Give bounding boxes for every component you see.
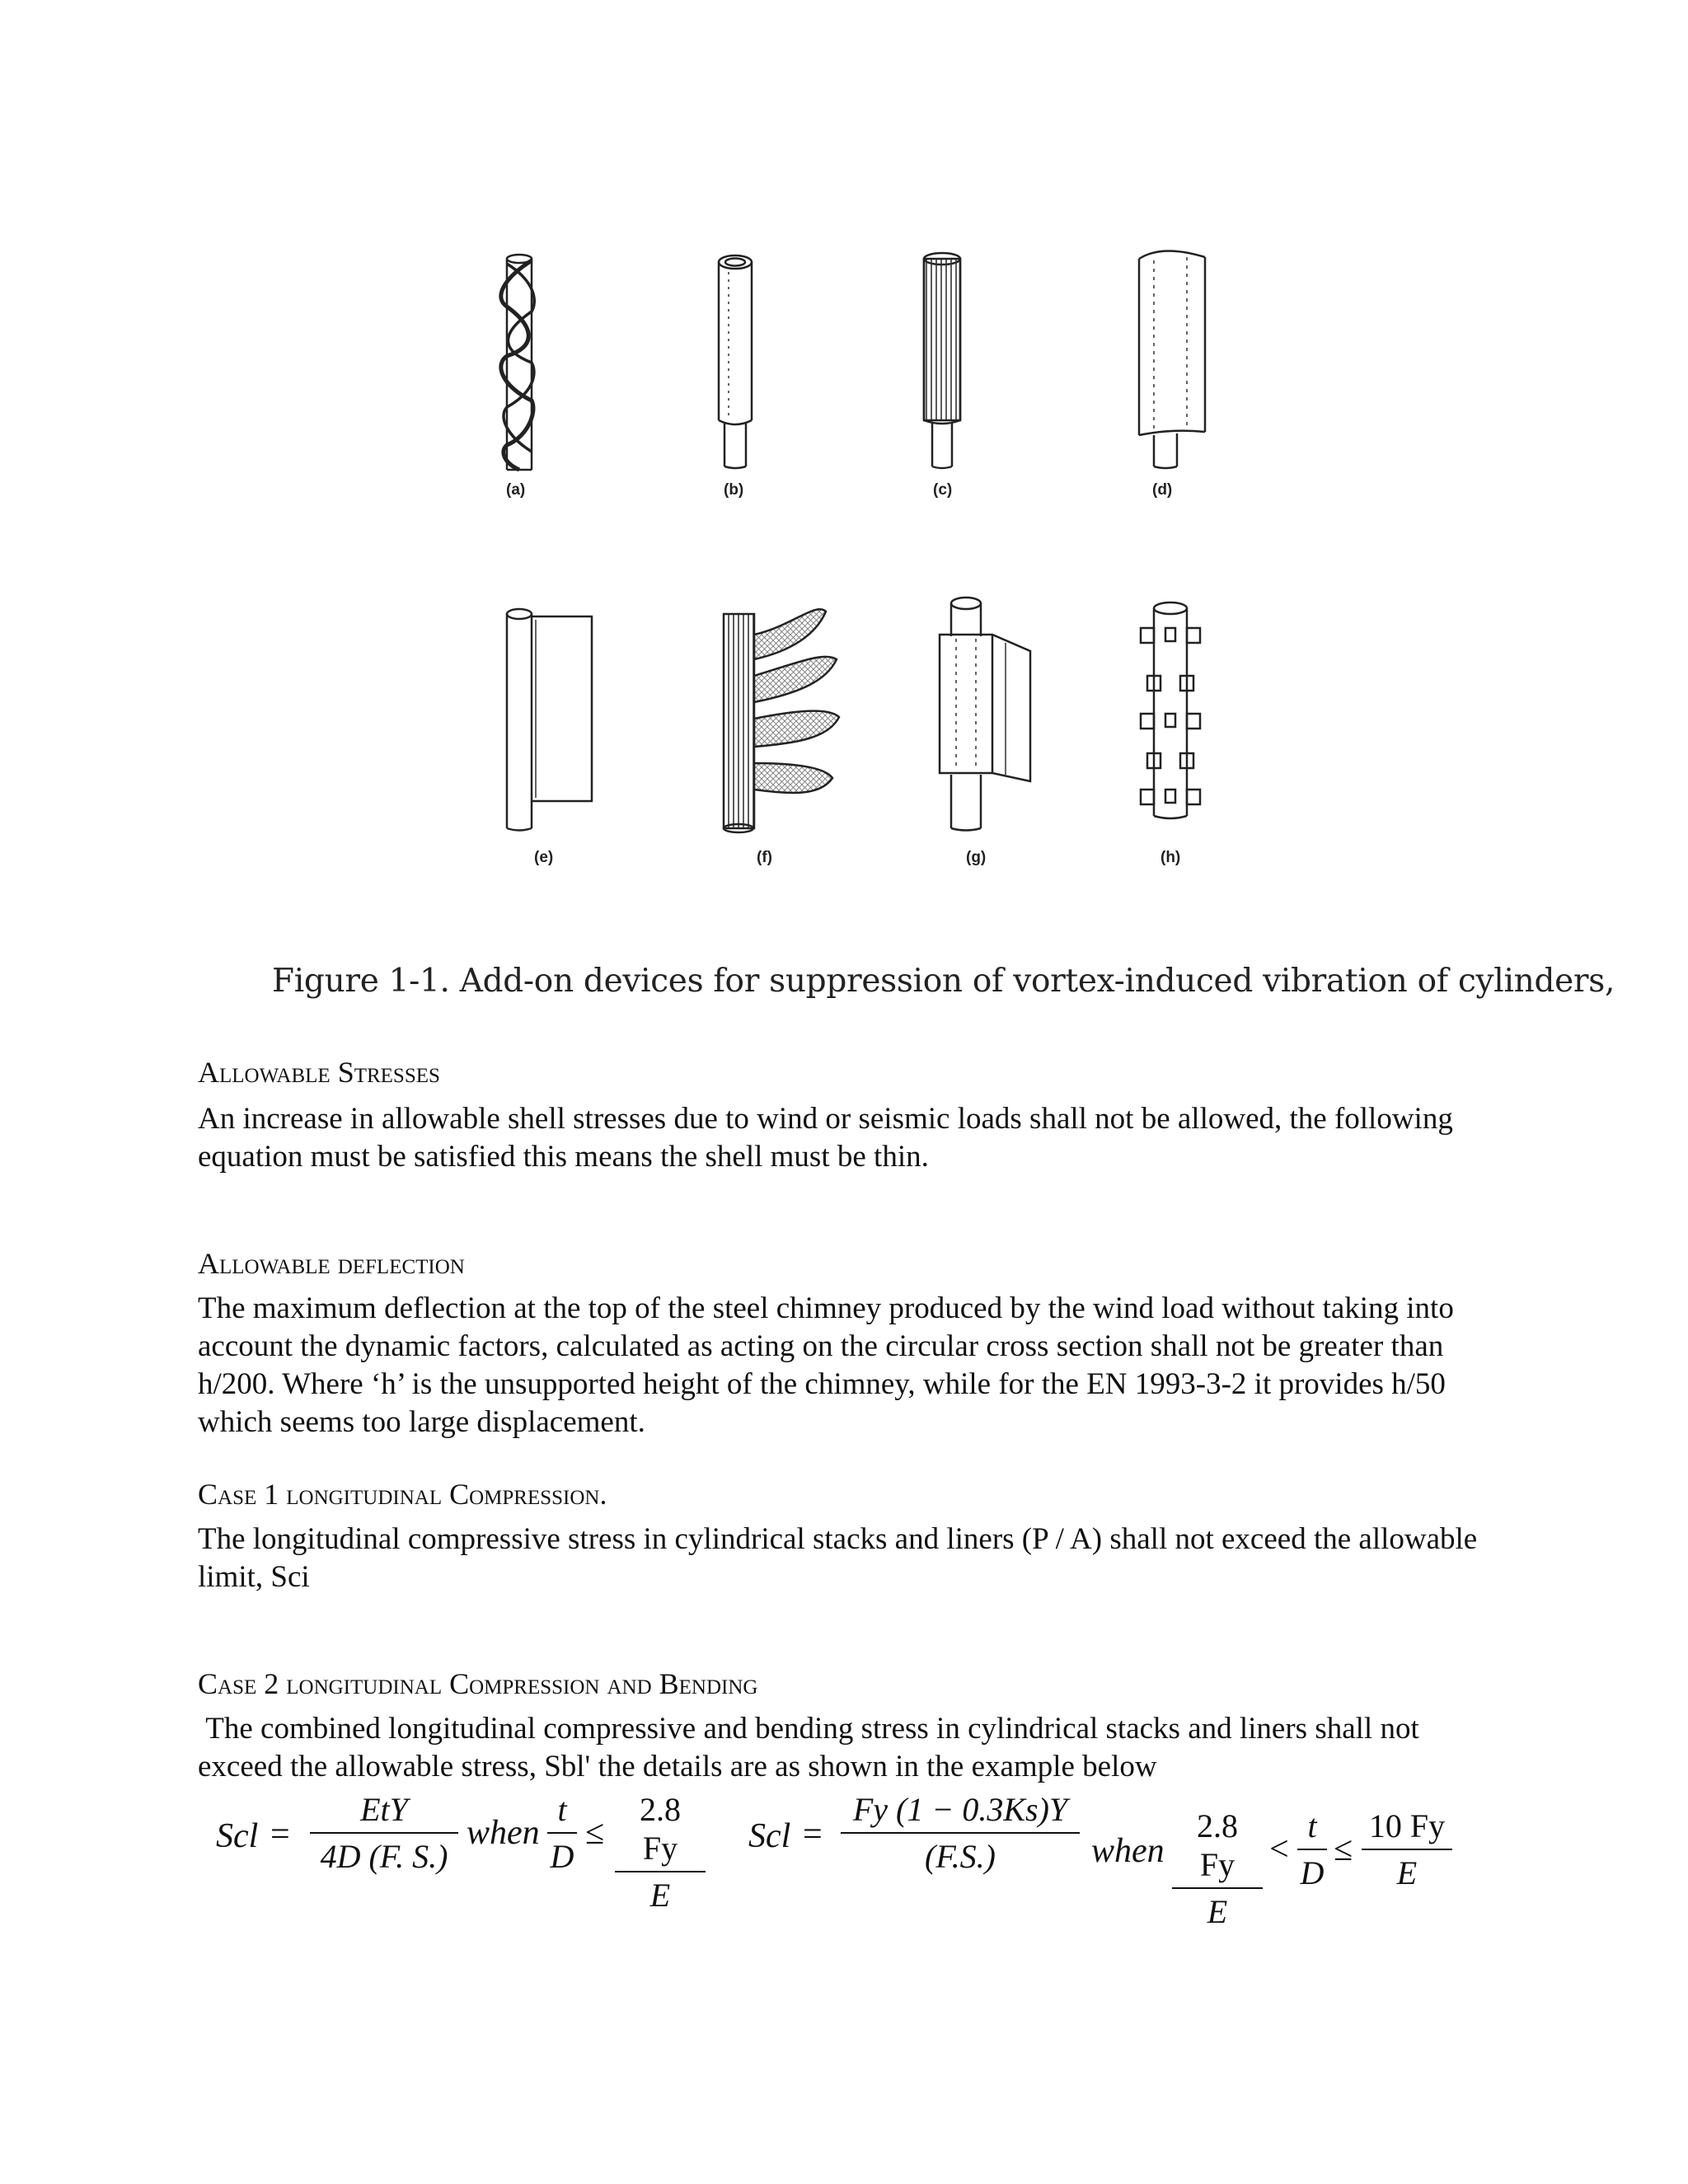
heading-allowable-deflection: Allowable deflection	[198, 1247, 465, 1280]
eq2-equals: =	[803, 1816, 823, 1854]
device-h-pin-fins	[1141, 602, 1200, 818]
eq2-high-fraction	[1362, 1807, 1452, 1892]
paragraph-allowable-stresses: An increase in allowable shell stresses due to wind or seismic loads shall not be allowed, the following equation must be satisfied this means the shell must be thin.	[198, 1102, 1453, 1174]
figure-label-e: (e)	[534, 849, 554, 866]
figure-label-c: (c)	[933, 481, 953, 499]
paragraph-case-2: The combined longitudinal compressive and bending stress in cylindrical stacks and liners shall not exceed the allowable stress, Sbl' the details are as shown in the example below	[198, 1712, 1427, 1783]
eq2-low-denominator: E	[1207, 1893, 1228, 1930]
device-e-splitter-plate	[507, 609, 592, 831]
figure-caption: Figure 1-1. Add-on devices for suppression of vortex-induced vibration of cylinders,	[272, 963, 1615, 1000]
figure-label-b: (b)	[724, 481, 744, 499]
eq1-lhs: Scl	[216, 1817, 259, 1855]
device-f-ribbons	[724, 609, 839, 832]
eq1-t: t	[547, 1790, 577, 1834]
eq1-main-fraction	[310, 1790, 458, 1876]
eq2-less-than: <	[1269, 1830, 1289, 1868]
eq2-t: t	[1297, 1807, 1327, 1850]
figure-label-d: (d)	[1152, 481, 1173, 499]
eq1-d: D	[550, 1838, 574, 1875]
figure-label-a: (a)	[506, 481, 526, 499]
eq2-main-fraction	[841, 1790, 1080, 1876]
eq1-limit-denominator: E	[649, 1877, 671, 1914]
device-g-fairing-shroud	[940, 598, 1030, 831]
device-a-helical-strakes	[501, 255, 534, 470]
eq1-limit-fraction	[615, 1790, 706, 1915]
vortex-devices-figure	[0, 0, 1688, 1022]
eq2-high-denominator: E	[1396, 1854, 1418, 1891]
eq1-equals: =	[270, 1816, 290, 1854]
eq2-low-numerator: 2.8 Fy	[1172, 1807, 1263, 1889]
eq1-t-over-d	[547, 1790, 577, 1876]
heading-allowable-stresses: Allowable Stresses	[198, 1056, 440, 1089]
figure-label-f: (f)	[757, 849, 772, 866]
device-c-axial-rod-shroud	[924, 253, 960, 468]
eq1-denominator: 4D (F. S.)	[320, 1838, 448, 1875]
eq2-high-numerator: 10 Fy	[1362, 1807, 1452, 1850]
heading-case-2: Case 2 longitudinal Compression and Bending	[198, 1667, 758, 1700]
eq1-numerator: EtY	[310, 1790, 458, 1834]
figure-label-g: (g)	[966, 849, 987, 866]
eq2-t-over-d	[1297, 1807, 1327, 1892]
paragraph-allowable-deflection: The maximum deflection at the top of the steel chimney produced by the wind load without taking into account the dynamic factors, calculated as acting on the circular cross section shall not be greater than h/200. Where ‘h’ is the unsupported height of the chimney, while for the EN 1993-3-2 it provides h/50 which seems too large displacement.	[198, 1291, 1454, 1439]
eq2-numerator: Fy (1 − 0.3Ks)Y	[841, 1790, 1080, 1834]
device-d-axial-slats	[1139, 251, 1205, 468]
figure-label-h: (h)	[1160, 849, 1181, 866]
heading-case-1: Case 1 longitudinal Compression.	[198, 1478, 607, 1511]
figure-drawings	[0, 0, 1688, 1022]
eq2-lhs: Scl	[748, 1817, 791, 1855]
paragraph-case-1: The longitudinal compressive stress in cylindrical stacks and liners (P / A) shall not exceed the allowable limit, Sci	[198, 1522, 1478, 1594]
eq2-leq: ≤	[1334, 1830, 1353, 1868]
eq2-when: when	[1091, 1832, 1165, 1870]
eq1-leq: ≤	[585, 1814, 605, 1852]
eq1-when: when	[467, 1814, 540, 1852]
eq2-d: D	[1300, 1854, 1325, 1891]
eq1-limit-numerator: 2.8 Fy	[615, 1790, 706, 1872]
eq2-low-fraction	[1172, 1807, 1263, 1931]
device-b-perforated-shroud	[719, 255, 752, 468]
eq2-denominator: (F.S.)	[925, 1838, 996, 1875]
